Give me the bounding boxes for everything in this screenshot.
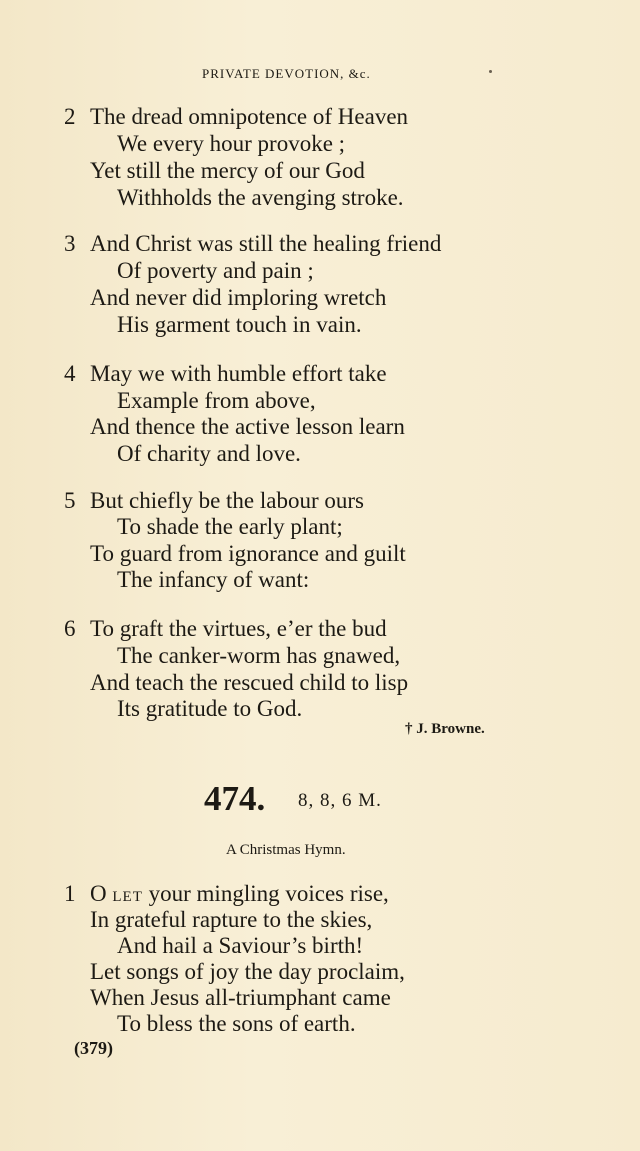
first-line-rest: your mingling voices rise, [142,881,389,906]
verse-line: And Christ was still the healing friend [90,231,442,256]
verse-line: May we with humble effort take [90,361,387,386]
verse-line: The canker-worm has gnawed, [117,643,401,668]
verse-line: But chiefly be the labour ours [90,488,365,513]
author-attribution: † J. Browne. [405,721,485,737]
verse-line: In grateful rapture to the skies, [90,907,373,932]
verse-line: Let songs of joy the day proclaim, [90,959,405,984]
verse-line: To bless the sons of earth. [117,1011,356,1036]
verse-line: Of charity and love. [117,441,301,466]
stanza-number: 3 [64,231,76,256]
stanza-number: 2 [64,104,76,129]
ink-speck [489,70,492,73]
verse-line: We every hour provoke ; [117,131,346,156]
verse-line: Example from above, [117,388,316,413]
verse-line: To guard from ignorance and guilt [90,541,406,566]
verse-line: And hail a Saviour’s birth! [117,933,364,958]
verse-line: When Jesus all-triumphant came [90,985,391,1010]
hymn-title: A Christmas Hymn. [226,842,346,858]
hymn-meter: 8, 8, 6 M. [298,790,382,811]
hymn-number: 474. [204,779,266,818]
small-caps-word: LET [112,889,143,905]
verse-line: The infancy of want: [117,567,310,592]
verse-line: To graft the virtues, e’er the bud [90,616,387,641]
verse-line: Its gratitude to God. [117,696,303,721]
first-word: O [90,881,107,906]
verse-line: And thence the active lesson learn [90,414,405,439]
verse-line: And teach the rescued child to lisp [90,670,409,695]
verse-line: And never did imploring wretch [90,285,387,310]
stanza-number: 5 [64,488,76,513]
stanza-number: 4 [64,361,76,386]
stanza-number: 1 [64,881,76,906]
verse-line-first [90,881,389,910]
running-header: PRIVATE DEVOTION, &c. [202,66,371,81]
verse-line: Of poverty and pain ; [117,258,314,283]
verse-line: Withholds the avenging stroke. [117,185,404,210]
verse-line: The dread omnipotence of Heaven [90,104,409,129]
verse-line: His garment touch in vain. [117,312,362,337]
stanza-number: 6 [64,616,76,641]
page-number: (379) [74,1038,113,1058]
verse-line: To shade the early plant; [117,514,343,539]
verse-line: Yet still the mercy of our God [90,158,365,183]
